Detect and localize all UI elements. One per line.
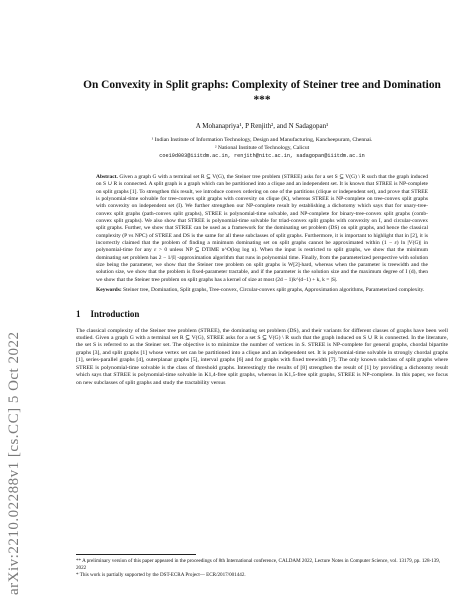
affiliation-2: ² National Institute of Technology, Calicut [214, 145, 310, 151]
introduction-paragraph: The classical complexity of the Steiner tree problem (STREE), the dominating set problem (DS), and their variants for different classes of graphs have been well studied. Given a graph G with a terminal set R ⊆ V(G), STREE asks for a set S ⊆ V(G) \ R such that the graph induced on S ∪ R is connected. In the literature, the set S is referred to as the Steiner set. The objective is to minimize the number of vertices in S. STREE is NP-complete for general graphs, chordal bipartite graphs [3], and split graphs [1] whose vertex set can be partitioned into a clique and an independent set. It is polynomial-time solvable in strongly chordal graphs [1], series-parallel graphs [4], outerplanar graphs [5], interval graphs [6] and for graphs with fixed treewidth [7]. The only known subclass of split graphs where STREE is polynomial-time solvable is the class of threshold graphs. Interestingly the results of [8] strengthen the result of [1] by providing a dichotomy result which says that STREE is polynomial-time solvable in K1,4-free split graphs, whereas in K1,5-free split graphs, STREE is NP-complete. In this paper, we focus on new subclasses of split graphs and study the tractability versus [76, 327, 448, 386]
footnote-divider [76, 554, 196, 555]
paper-title: On Convexity in Split graphs: Complexity of Steiner tree and Domination *** [83, 79, 441, 106]
keywords [96, 287, 428, 294]
abstract-text: Given a graph G with a terminal set R ⊆ V(G), the Steiner tree problem (STREE) asks for a set S ⊆ V(G) \ R such that the graph induced on S ∪ R is connected. A split graph is a graph which can be partitioned into a clique and an independent set. It is known that STREE is NP-complete on split graphs [1]. To strengthen this result, we introduce convex ordering on one of the partitions (clique or independent set), and prove that STREE is polynomial-time solvable for tree-convex split graphs with convexity on clique (K), whereas STREE is NP-complete on tree-convex split graphs with convexity on independent set (I). We further strengthen our NP-complete result by establishing a dichotomy which says that for unary-tree-convex split graphs (path-convex split graphs), STREE is polynomial-time solvable, and NP-complete for binary-tree-convex split graphs (comb-convex split graphs). We also show that STREE is polynomial-time solvable for triad-convex split graphs with convexity on I, and circular-convex split graphs. Further, we show that STREE can be used as a framework for the dominating set problem (DS) on split graphs, and hence the classical complexity (P vs NPC) of STREE and DS is the same for all these subclasses of split graphs. Furthermore, it is important to highlight that in [2], it is incorrectly claimed that the problem of finding a minimum dominating set on split graphs cannot be approximated within (1 − ε) ln |V(G)| in polynomial-time for any ε > 0 unless NP ⊆ DTIME n^O(log log n). When the input is restricted to split graphs, we show that the minimum dominating set problem has 2 − 1/|I| -approximation algorithm that runs in polynomial time. Finally, from the parameterized perspective with solution size being the parameter, we show that the Steiner tree problem on split graphs is W[2]-hard, whereas when the parameter is treewidth and the solution size, we show that the problem is fixed-parameter tractable, and if the parameter is the solution size and the maximum degree of I (d), then we show that the Steiner tree problem on split graphs has a kernel of size at most (2d − 1)k^(d−1) + k, k = |S|. [96, 174, 428, 283]
section-number: 1 [76, 308, 81, 319]
footnote-funding: * This work is partially supported by the DST-ECRA Project— ECR/2017/001442. [76, 572, 246, 578]
paper-page [76, 78, 448, 387]
author-emails: coe19d003@iiitdm.ac.in, renjith@nitc.ac.in, sadagopan@iiitdm.ac.in [159, 153, 365, 159]
affiliation-1: ¹ Indian Institute of Information Technology, Design and Manufacturing, Kancheepuram, Chennai. [151, 137, 373, 143]
section-heading [76, 309, 448, 319]
abstract-label: Abstract. [96, 174, 118, 180]
section-title: Introduction [90, 308, 140, 319]
footnotes [76, 554, 448, 579]
affiliations [76, 136, 448, 160]
abstract [96, 174, 428, 284]
keywords-text: Steiner tree, Domination, Split graphs, Tree-convex, Circular-convex split graphs, Approximation algorithms, Parameterized complexity. [123, 287, 425, 294]
footnote-preliminary: ** A preliminary version of this paper appeared in the proceedings of 8th International conference, CALDAM 2022, Lecture Notes in Computer Science, vol. 13179, pp. 128-139, 2022 [76, 558, 441, 571]
author-list: A Mohanapriya¹, P Renjith², and N Sadagopan¹ [195, 122, 329, 130]
keywords-label: Keywords: [96, 287, 122, 294]
arxiv-identifier: arXiv:2210.02288v1 [cs.CC] 5 Oct 2022 [6, 331, 22, 595]
